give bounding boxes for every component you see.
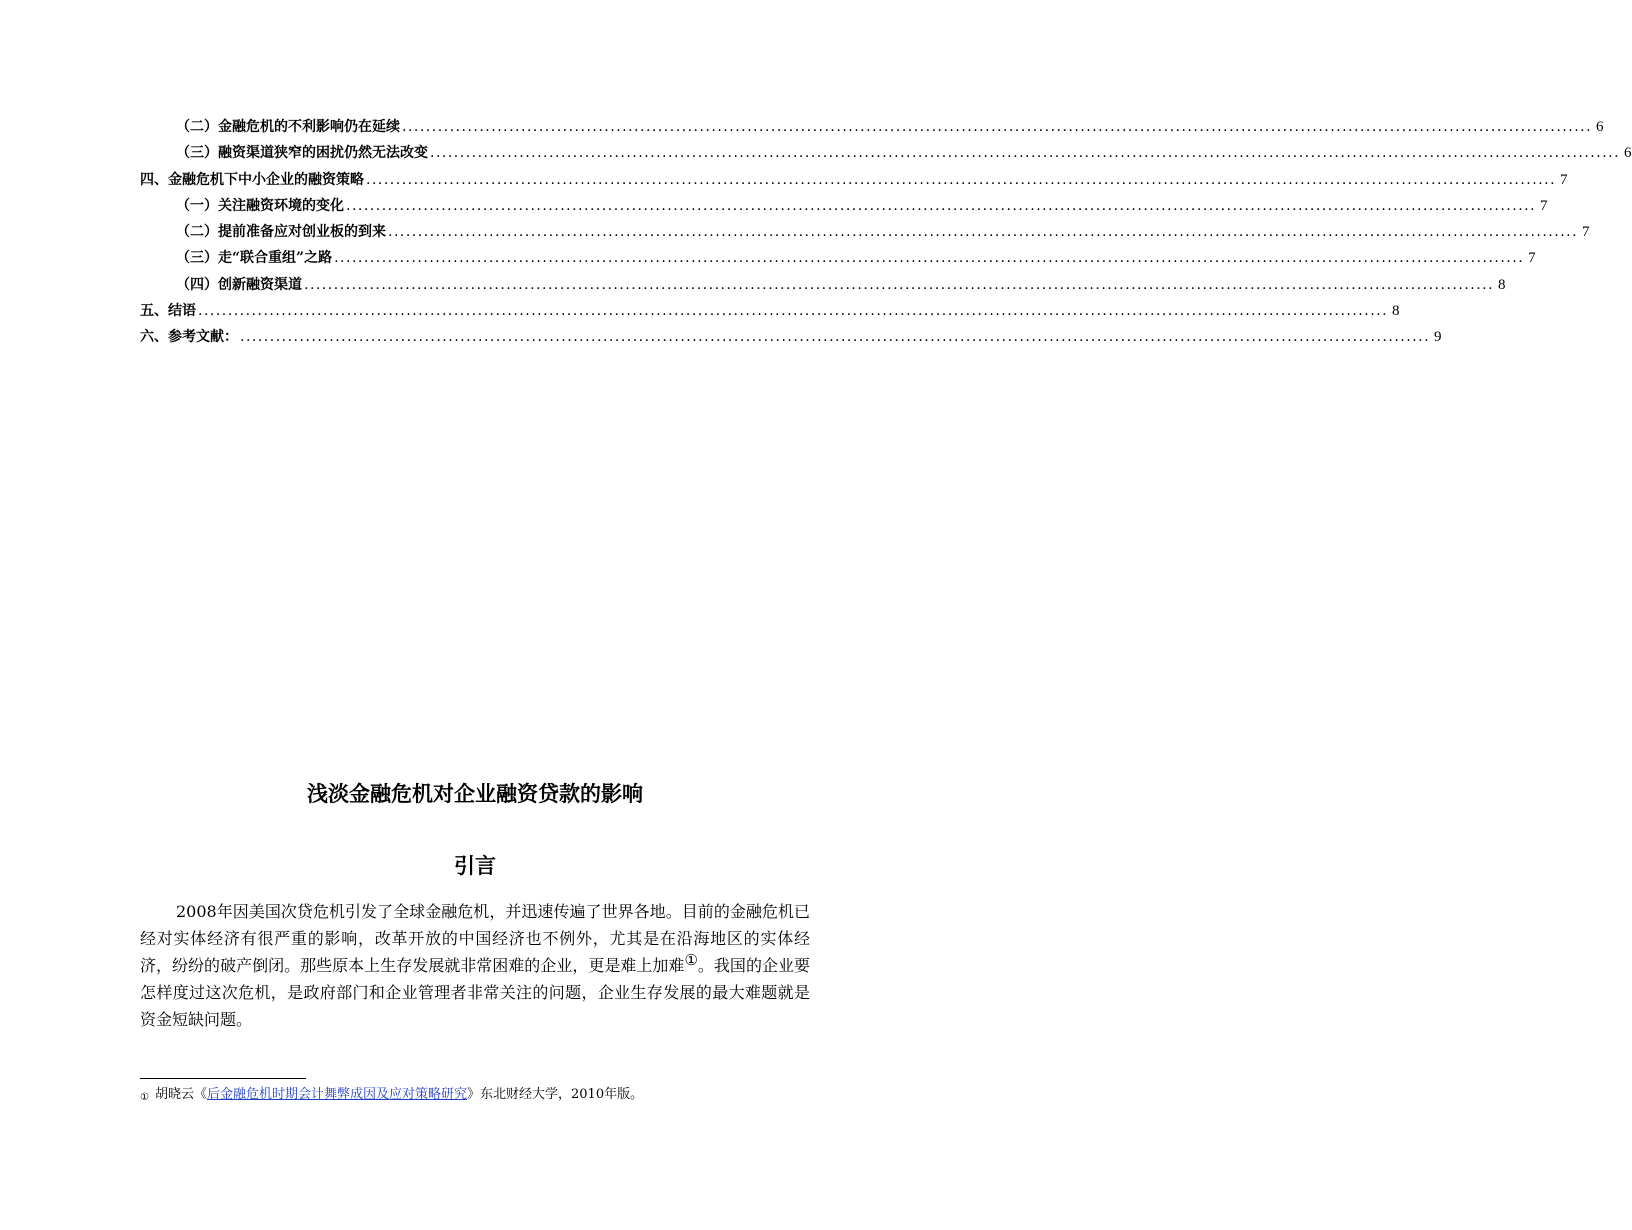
toc-entry[interactable] xyxy=(140,221,1590,247)
toc-entry-label: （一）关注融资环境的变化 xyxy=(176,197,344,214)
toc-page-number: 7 xyxy=(1540,197,1548,214)
toc-entry[interactable] xyxy=(140,274,1506,300)
toc-entry-label: （二）金融危机的不利影响仍在延续 xyxy=(176,119,400,135)
toc-entry-label: （三）走“联合重组”之路 xyxy=(176,250,333,267)
toc-entry[interactable] xyxy=(140,300,1400,326)
toc-leader-dots: ........................................................................................................................................................................................................ xyxy=(198,303,1389,320)
toc-page-number: 9 xyxy=(1434,329,1442,346)
toc-entry-label: （二）提前准备应对创业板的到来 xyxy=(176,224,386,241)
footnote-rest: 》东北财经大学，2010年版。 xyxy=(467,1087,644,1102)
toc-leader-dots: ........................................................................................................................................................................................................ xyxy=(402,119,1593,135)
paragraph-text-part2: 。我国的企业要怎样度过这次危机，是政府部门和企业管理者非常关注的问题，企业生存发展的最大难题就是资金短缺问题。 xyxy=(140,956,810,1029)
footnote-divider xyxy=(140,1078,306,1079)
toc-entry-label: （四）创新融资渠道 xyxy=(176,276,302,293)
toc-page-number: 6 xyxy=(1596,119,1604,135)
toc-entry[interactable] xyxy=(140,195,1548,221)
paragraph-text-part1: 2008年因美国次贷危机引发了全球金融危机，并迅速传遍了世界各地。目前的金融危机已经对实体经济有很严重的影响，改革开放的中国经济也不例外，尤其是在沿海地区的实体经济，纷纷的破产倒闭。那些原本上生存发展就非常困难的企业，更是难上加难 xyxy=(140,902,810,975)
footnote-reference[interactable]: ① xyxy=(684,951,698,969)
toc-page-number: 7 xyxy=(1560,171,1568,188)
toc-leader-dots: ........................................................................................................................................................................................................ xyxy=(304,276,1495,293)
toc-entry[interactable] xyxy=(140,116,1604,142)
toc-entry[interactable] xyxy=(140,326,1442,352)
toc-leader-dots: ........................................................................................................................................................................................................ xyxy=(388,224,1579,241)
footnote-link[interactable]: 后金融危机时期会计舞弊成因及应对策略研究 xyxy=(206,1087,467,1102)
toc-page-number: 7 xyxy=(1528,250,1536,267)
toc-entry[interactable] xyxy=(140,142,1632,168)
footnote xyxy=(140,1086,810,1107)
toc-entry-label: （三）融资渠道狭窄的困扰仍然无法改变 xyxy=(176,145,428,162)
toc-entry-label: 五、结语 xyxy=(140,303,196,320)
toc-entry[interactable] xyxy=(140,169,1568,195)
toc-entry[interactable] xyxy=(140,247,1536,273)
table-of-contents xyxy=(140,116,1632,353)
toc-leader-dots: ........................................................................................................................................................................................................ xyxy=(366,171,1557,188)
toc-entry-label: 四、金融危机下中小企业的融资策略 xyxy=(140,171,364,188)
toc-leader-dots: ........................................................................................................................................................................................................ xyxy=(346,197,1537,214)
intro-paragraph xyxy=(140,898,810,1033)
toc-leader-dots: ........................................................................................................................................................................................................ xyxy=(430,145,1621,162)
document-title: 浅淡金融危机对企业融资贷款的影响 xyxy=(307,782,643,806)
toc-leader-dots: ........................................................................................................................................................................................................ xyxy=(334,250,1525,267)
toc-page-number: 7 xyxy=(1582,224,1590,241)
body-paragraph-block xyxy=(140,898,810,1033)
toc-leader-dots: ........................................................................................................................................................................................................ xyxy=(240,329,1431,346)
toc-page-number: 8 xyxy=(1392,303,1400,320)
toc-page-number: 6 xyxy=(1624,145,1632,162)
toc-entry-label: 六、参考文献： xyxy=(140,329,238,346)
footnote-author: 胡晓云《 xyxy=(154,1087,207,1102)
section-heading: 引言 xyxy=(454,854,496,878)
footnote-marker: ① xyxy=(140,1092,149,1103)
toc-page-number: 8 xyxy=(1498,276,1506,293)
